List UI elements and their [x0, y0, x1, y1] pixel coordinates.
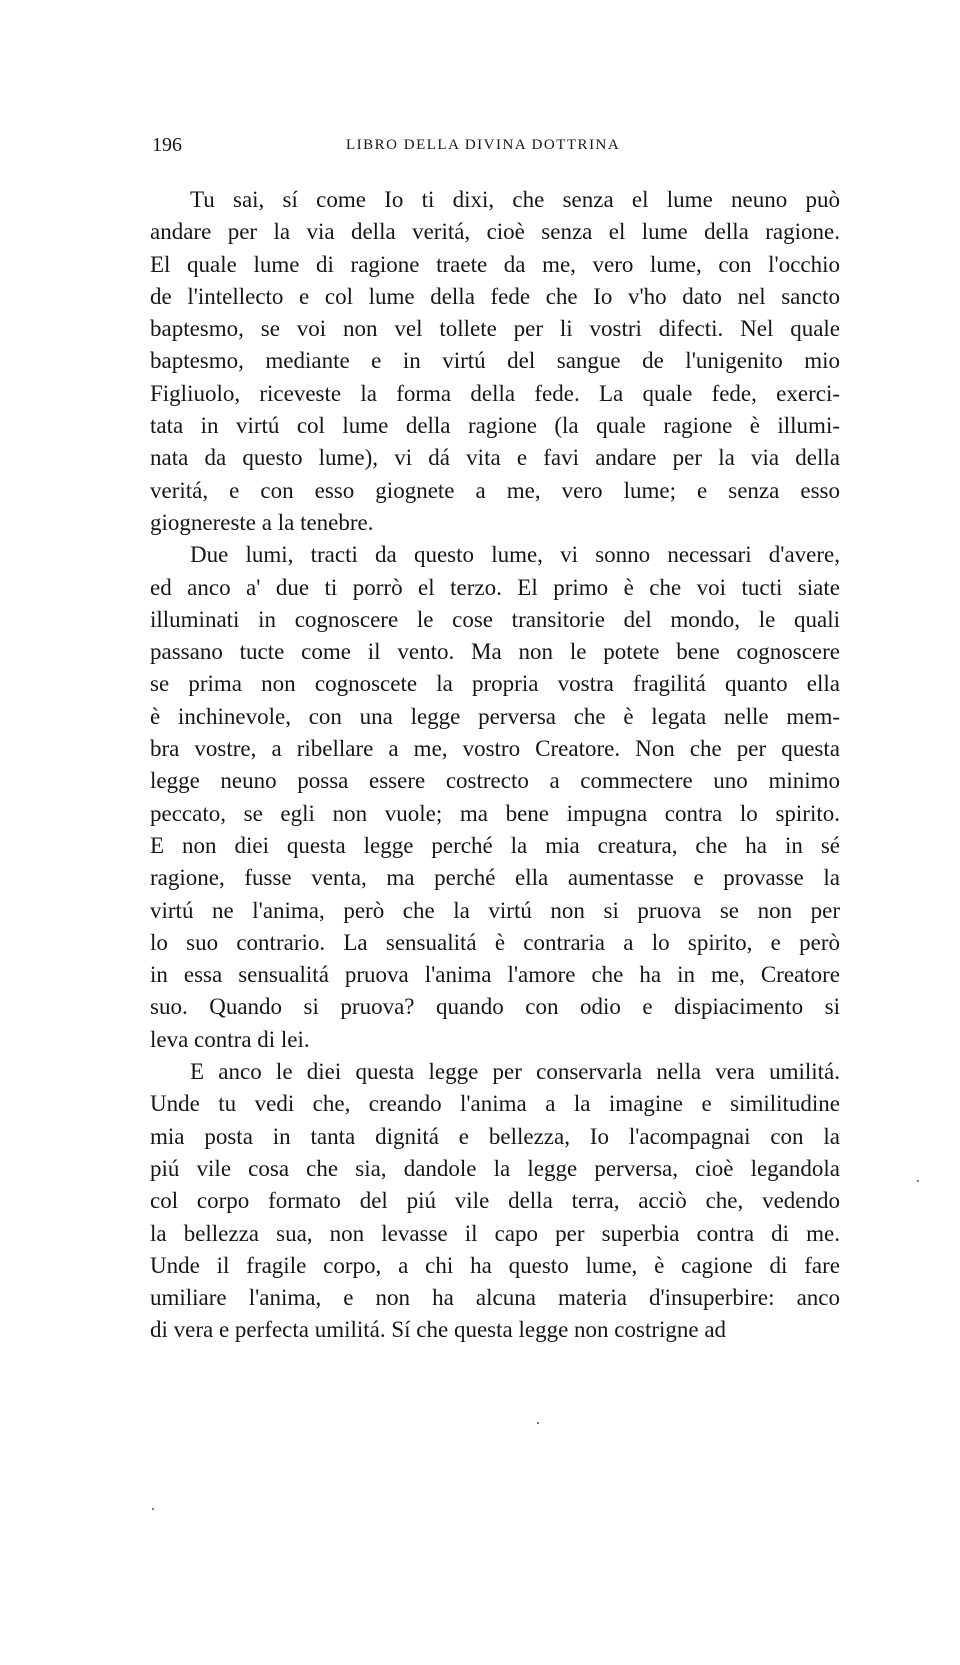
page-header	[152, 134, 686, 160]
text-line: piú vile cosa che sia, dandole la legge perversa, cioè legandola	[150, 1155, 840, 1181]
scan-speck	[917, 1180, 919, 1182]
text-line: umiliare l'anima, e non ha alcuna materia d'insuperbire: anco	[150, 1285, 840, 1311]
text-line: Tu sai, sí come Io ti dixi, che senza el lume neuno può	[190, 187, 840, 212]
text-line: baptesmo, se voi non vel tollete per li vostri difecti. Nel quale	[150, 316, 840, 342]
text-line: lo suo contrario. La sensualitá è contraria a lo spirito, e però	[150, 929, 840, 955]
body-text	[150, 184, 840, 1347]
text-line: E non diei questa legge perché la mia creatura, che ha in sé	[150, 832, 840, 858]
text-line: Due lumi, tracti da questo lume, vi sonno necessari d'avere,	[190, 542, 840, 568]
text-line: Unde tu vedi che, creando l'anima a la imagine e similitudine	[150, 1091, 840, 1117]
text-line: la bellezza sua, non levasse il capo per superbia contra di me.	[150, 1220, 840, 1246]
text-line: de l'intellecto e col lume della fede che Io v'ho dato nel sancto	[150, 283, 840, 309]
text-line: ed anco a' due ti porrò el terzo. El primo è che voi tucti siate	[150, 574, 840, 600]
text-line: Figliuolo, riceveste la forma della fede. La quale fede, exerci-	[150, 380, 840, 406]
text-line: legge neuno possa essere costrecto a commectere uno minimo	[150, 768, 840, 794]
text-line: ragione, fusse venta, ma perché ella aumentasse e provasse la	[150, 865, 840, 891]
text-line: è inchinevole, con una legge perversa che è legata nelle mem-	[150, 703, 840, 729]
text-line: suo. Quando si pruova? quando con odio e dispiacimento si	[150, 994, 840, 1020]
text-line: in essa sensualitá pruova l'anima l'amore che ha in me, Creatore	[150, 962, 840, 988]
paragraph	[150, 539, 840, 1056]
text-line: E anco le diei questa legge per conservarla nella vera umilitá.	[190, 1059, 840, 1085]
text-line: andare per la via della veritá, cioè senza el lume della ragione.	[150, 219, 840, 245]
text-line: baptesmo, mediante e in virtú del sangue de l'unigenito mio	[150, 348, 840, 374]
paragraph	[150, 184, 840, 539]
text-line: se prima non cognoscete la propria vostra fragilitá quanto ella	[150, 671, 840, 697]
running-title: LIBRO DELLA DIVINA DOTTRINA	[346, 137, 621, 153]
scan-speck	[152, 1508, 154, 1510]
text-line: col corpo formato del piú vile della terra, acciò che, vedendo	[150, 1188, 840, 1214]
text-line: peccato, se egli non vuole; ma bene impugna contra lo spirito.	[150, 800, 840, 826]
text-line: virtú ne l'anima, però che la virtú non si pruova se non per	[150, 897, 840, 923]
text-line: nata da questo lume), vi dá vita e favi andare per la via della	[150, 445, 840, 471]
text-line: tata in virtú col lume della ragione (la quale ragione è illumi-	[150, 413, 840, 439]
text-line: leva contra di lei.	[150, 1026, 310, 1052]
page-number: 196	[152, 134, 182, 156]
text-line: giognereste a la tenebre.	[150, 509, 374, 535]
paragraph	[150, 1056, 840, 1347]
text-line: bra vostre, a ribellare a me, vostro Creatore. Non che per questa	[150, 736, 840, 762]
text-line: Unde il fragile corpo, a chi ha questo lume, è cagione di fare	[150, 1252, 840, 1278]
scan-speck	[537, 1422, 539, 1424]
text-line: mia posta in tanta dignitá e bellezza, Io l'acompagnai con la	[150, 1123, 840, 1149]
text-line: di vera e perfecta umilitá. Sí che questa legge non costrigne ad	[150, 1317, 727, 1343]
text-line: El quale lume di ragione traete da me, vero lume, con l'occhio	[150, 251, 840, 277]
text-line: veritá, e con esso giognete a me, vero lume; e senza esso	[150, 477, 840, 503]
text-line: illuminati in cognoscere le cose transitorie del mondo, le quali	[150, 606, 840, 632]
text-line: passano tucte come il vento. Ma non le potete bene cognoscere	[150, 639, 840, 665]
